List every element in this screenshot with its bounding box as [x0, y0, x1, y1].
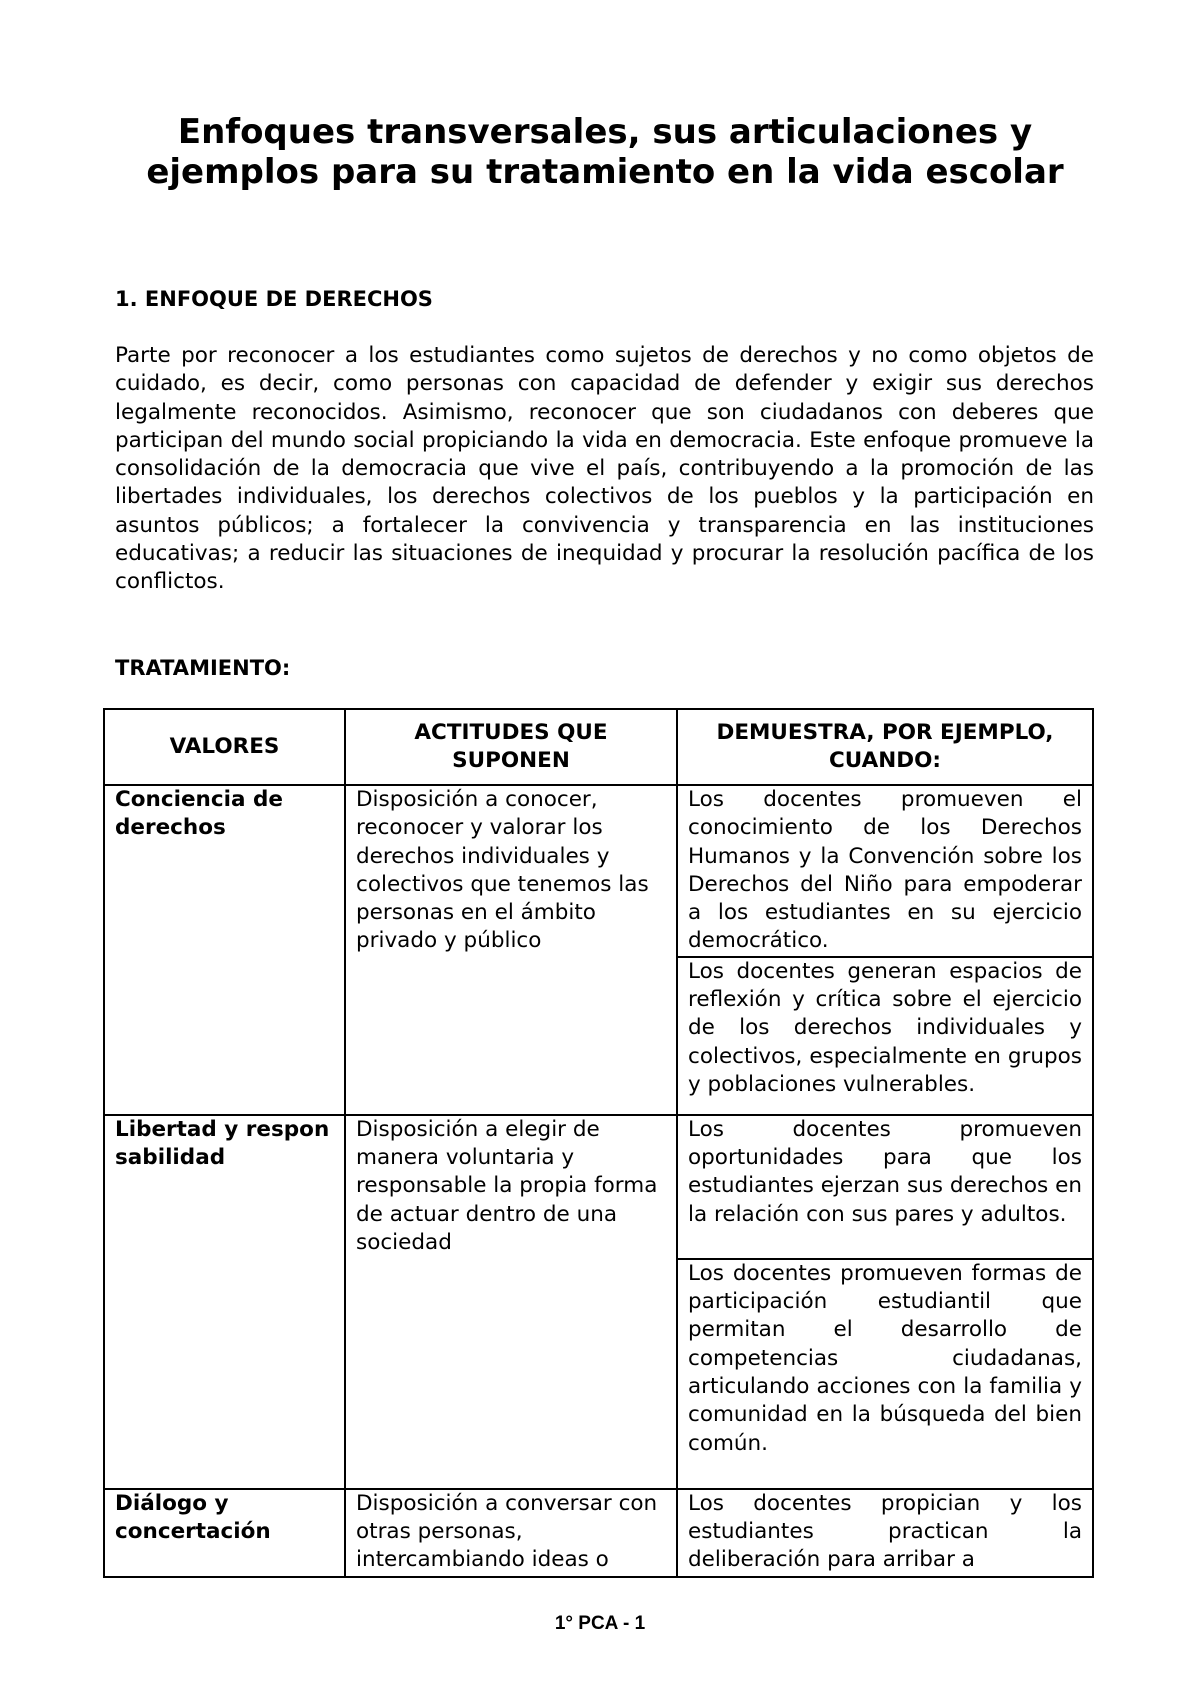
table-row [104, 1115, 1093, 1259]
header-attitudes: ACTITUDES QUE SUPONEN [345, 709, 677, 785]
example-cell: Los docentes generan espacios de reflexión y crítica sobre el ejercicio de los derechos individuales y colectivos, especialmente en grupos y poblaciones vulnerables. [677, 957, 1093, 1115]
table-row [104, 785, 1093, 957]
attitude-cell: Disposición a elegir de manera voluntaria y responsable la propia forma de actuar dentro de una sociedad [345, 1115, 677, 1489]
example-cell: Los docentes propician y los estudiantes practican la deliberación para arribar a [677, 1489, 1093, 1577]
section-heading: 1. ENFOQUE DE DERECHOS [115, 287, 433, 311]
header-values: VALORES [104, 709, 345, 785]
attitude-cell: Disposición a conocer, reconocer y valorar los derechos individuales y colectivos que tenemos las personas en el ámbito privado y público [345, 785, 677, 1115]
header-examples: DEMUESTRA, POR EJEMPLO, CUANDO: [677, 709, 1093, 785]
attitude-cell: Disposición a conversar con otras personas, intercambiando ideas o [345, 1489, 677, 1577]
value-cell: Conciencia de derechos [104, 785, 345, 1115]
table-row [104, 1489, 1093, 1577]
value-cell: Diálogo y concertación [104, 1489, 345, 1577]
value-cell: Libertad y responsabilidad [104, 1115, 345, 1489]
example-cell: Los docentes promueven formas de participación estudiantil que permitan el desarrollo de competencias ciudadanas, articulando acciones con la familia y comunidad en la búsqueda del bien común. [677, 1259, 1093, 1489]
table-header-row [104, 709, 1093, 785]
example-cell: Los docentes promueven oportunidades para que los estudiantes ejerzan sus derechos en la relación con sus pares y adultos. [677, 1115, 1093, 1259]
treatment-heading: TRATAMIENTO: [115, 656, 291, 680]
page-footer: 1° PCA - 1 [554, 1613, 646, 1634]
intro-paragraph: Parte por reconocer a los estudiantes como sujetos de derechos y no como objetos de cuidado, es decir, como personas con capacidad de defender y exigir sus derechos legalmente reconocidos. Asimismo, reconocer que son ciudadanos con deberes que participan del mundo social propiciando la vida en democracia. Este enfoque promueve la consolidación de la democracia que vive el país, contribuyendo a la promoción de las libertades individuales, los derechos colectivos de los pueblos y la participación en asuntos públicos; a fortalecer la convivencia y transparencia en las instituciones educativas; a reducir las situaciones de inequidad y procurar la resolución pacífica de los conflictos. [115, 343, 1094, 595]
page-title: Enfoques transversales, sus articulaciones y ejemplos para su tratamiento en la vida escolar [146, 112, 1064, 192]
example-cell: Los docentes promueven el conocimiento de los Derechos Humanos y la Convención sobre los Derechos del Niño para empoderar a los estudiantes en su ejercicio democrático. [677, 785, 1093, 957]
treatment-table [103, 708, 1094, 1578]
